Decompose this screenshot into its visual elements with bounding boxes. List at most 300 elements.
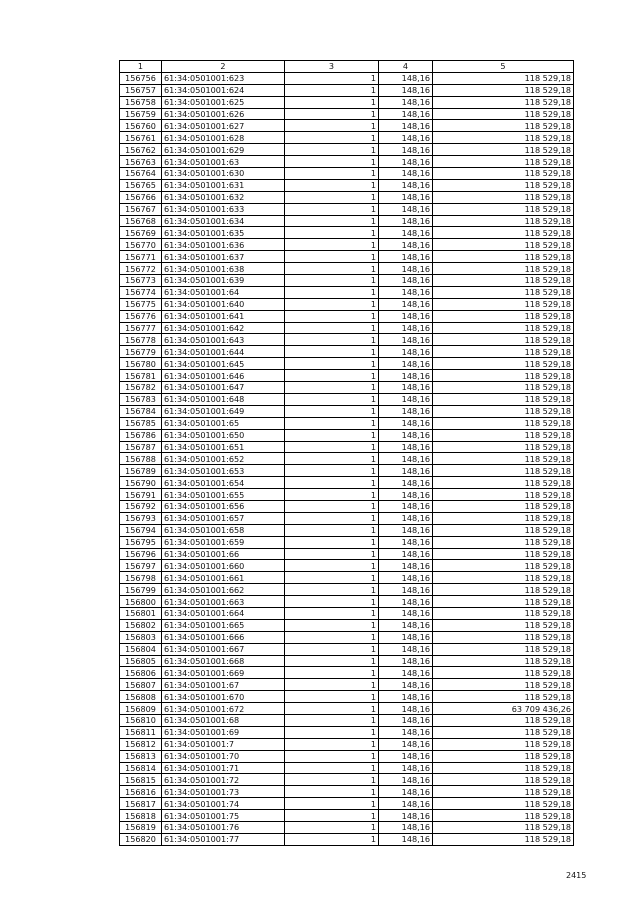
cadastral-number: 61:34:0501001:625: [162, 96, 285, 108]
cost-value: 118 529,18: [433, 619, 574, 631]
cadastral-number: 61:34:0501001:66: [162, 548, 285, 560]
area-value: 148,16: [379, 132, 433, 144]
cost-value: 118 529,18: [433, 489, 574, 501]
count-value: 1: [285, 429, 379, 441]
area-value: 148,16: [379, 227, 433, 239]
row-number: 156795: [120, 536, 162, 548]
count-value: 1: [285, 286, 379, 298]
area-value: 148,16: [379, 358, 433, 370]
table-row: [120, 762, 574, 774]
table-row: [120, 655, 574, 667]
cadastral-number: 61:34:0501001:667: [162, 643, 285, 655]
row-number: 156814: [120, 762, 162, 774]
area-value: 148,16: [379, 144, 433, 156]
cost-value: 118 529,18: [433, 72, 574, 84]
table-row: [120, 358, 574, 370]
count-value: 1: [285, 465, 379, 477]
table-row: [120, 346, 574, 358]
cadastral-number: 61:34:0501001:631: [162, 179, 285, 191]
row-number: 156761: [120, 132, 162, 144]
area-value: 148,16: [379, 393, 433, 405]
row-number: 156756: [120, 72, 162, 84]
cadastral-number: 61:34:0501001:73: [162, 786, 285, 798]
count-value: 1: [285, 489, 379, 501]
cost-value: 118 529,18: [433, 524, 574, 536]
count-value: 1: [285, 298, 379, 310]
cadastral-number: 61:34:0501001:658: [162, 524, 285, 536]
row-number: 156809: [120, 703, 162, 715]
count-value: 1: [285, 72, 379, 84]
cost-value: 118 529,18: [433, 453, 574, 465]
area-value: 148,16: [379, 168, 433, 180]
cost-value: 118 529,18: [433, 322, 574, 334]
count-value: 1: [285, 572, 379, 584]
table-row: [120, 215, 574, 227]
area-value: 148,16: [379, 465, 433, 477]
row-number: 156768: [120, 215, 162, 227]
count-value: 1: [285, 370, 379, 382]
cost-value: 118 529,18: [433, 667, 574, 679]
area-value: 148,16: [379, 108, 433, 120]
count-value: 1: [285, 703, 379, 715]
cadastral-number: 61:34:0501001:68: [162, 714, 285, 726]
cadastral-number: 61:34:0501001:74: [162, 798, 285, 810]
cost-value: 118 529,18: [433, 441, 574, 453]
column-header: 3: [285, 61, 379, 73]
cost-value: 118 529,18: [433, 726, 574, 738]
cost-value: 118 529,18: [433, 584, 574, 596]
row-number: 156793: [120, 512, 162, 524]
count-value: 1: [285, 310, 379, 322]
cost-value: 118 529,18: [433, 417, 574, 429]
cadastral-number: 61:34:0501001:643: [162, 334, 285, 346]
cost-value: 118 529,18: [433, 536, 574, 548]
cadastral-number: 61:34:0501001:630: [162, 168, 285, 180]
table-row: [120, 703, 574, 715]
row-number: 156813: [120, 750, 162, 762]
cost-value: 118 529,18: [433, 346, 574, 358]
cadastral-number: 61:34:0501001:72: [162, 774, 285, 786]
area-value: 148,16: [379, 298, 433, 310]
cadastral-number: 61:34:0501001:657: [162, 512, 285, 524]
row-number: 156760: [120, 120, 162, 132]
row-number: 156811: [120, 726, 162, 738]
cost-value: 118 529,18: [433, 370, 574, 382]
table-row: [120, 548, 574, 560]
area-value: 148,16: [379, 405, 433, 417]
table-row: [120, 298, 574, 310]
table-row: [120, 619, 574, 631]
count-value: 1: [285, 334, 379, 346]
count-value: 1: [285, 453, 379, 465]
row-number: 156812: [120, 738, 162, 750]
area-value: 148,16: [379, 762, 433, 774]
count-value: 1: [285, 132, 379, 144]
area-value: 148,16: [379, 203, 433, 215]
area-value: 148,16: [379, 703, 433, 715]
cost-value: 118 529,18: [433, 798, 574, 810]
count-value: 1: [285, 393, 379, 405]
table-row: [120, 251, 574, 263]
cost-value: 118 529,18: [433, 714, 574, 726]
table-row: [120, 72, 574, 84]
row-number: 156764: [120, 168, 162, 180]
row-number: 156807: [120, 679, 162, 691]
row-number: 156766: [120, 191, 162, 203]
cost-value: 118 529,18: [433, 215, 574, 227]
cadastral-number: 61:34:0501001:644: [162, 346, 285, 358]
count-value: 1: [285, 655, 379, 667]
cost-value: 118 529,18: [433, 286, 574, 298]
area-value: 148,16: [379, 251, 433, 263]
row-number: 156804: [120, 643, 162, 655]
count-value: 1: [285, 477, 379, 489]
cadastral-number: 61:34:0501001:635: [162, 227, 285, 239]
cost-value: 118 529,18: [433, 631, 574, 643]
area-value: 148,16: [379, 631, 433, 643]
cost-value: 118 529,18: [433, 548, 574, 560]
count-value: 1: [285, 774, 379, 786]
row-number: 156796: [120, 548, 162, 560]
table-row: [120, 275, 574, 287]
row-number: 156757: [120, 84, 162, 96]
cadastral-number: 61:34:0501001:65: [162, 417, 285, 429]
cost-value: 118 529,18: [433, 168, 574, 180]
cost-value: 118 529,18: [433, 382, 574, 394]
cost-value: 118 529,18: [433, 310, 574, 322]
row-number: 156774: [120, 286, 162, 298]
cadastral-number: 61:34:0501001:665: [162, 619, 285, 631]
row-number: 156794: [120, 524, 162, 536]
row-number: 156789: [120, 465, 162, 477]
row-number: 156801: [120, 607, 162, 619]
cost-value: 118 529,18: [433, 500, 574, 512]
area-value: 148,16: [379, 96, 433, 108]
row-number: 156759: [120, 108, 162, 120]
table-row: [120, 132, 574, 144]
table-row: [120, 191, 574, 203]
cadastral-number: 61:34:0501001:640: [162, 298, 285, 310]
cadastral-number: 61:34:0501001:76: [162, 822, 285, 834]
area-value: 148,16: [379, 310, 433, 322]
count-value: 1: [285, 762, 379, 774]
row-number: 156792: [120, 500, 162, 512]
count-value: 1: [285, 738, 379, 750]
column-header: 2: [162, 61, 285, 73]
table-row: [120, 631, 574, 643]
cost-value: 118 529,18: [433, 596, 574, 608]
cost-value: 118 529,18: [433, 762, 574, 774]
area-value: 148,16: [379, 382, 433, 394]
table-row: [120, 810, 574, 822]
area-value: 148,16: [379, 798, 433, 810]
cost-value: 118 529,18: [433, 429, 574, 441]
table-row: [120, 500, 574, 512]
count-value: 1: [285, 346, 379, 358]
area-value: 148,16: [379, 560, 433, 572]
area-value: 148,16: [379, 512, 433, 524]
table-row: [120, 750, 574, 762]
cadastral-number: 61:34:0501001:659: [162, 536, 285, 548]
table-row: [120, 263, 574, 275]
cost-value: 118 529,18: [433, 560, 574, 572]
count-value: 1: [285, 691, 379, 703]
table-row: [120, 560, 574, 572]
table-row: [120, 203, 574, 215]
cadastral-number: 61:34:0501001:634: [162, 215, 285, 227]
row-number: 156758: [120, 96, 162, 108]
cost-value: 118 529,18: [433, 512, 574, 524]
table-row: [120, 786, 574, 798]
area-value: 148,16: [379, 263, 433, 275]
table-row: [120, 417, 574, 429]
area-value: 148,16: [379, 572, 433, 584]
column-header: 1: [120, 61, 162, 73]
cost-value: 118 529,18: [433, 679, 574, 691]
count-value: 1: [285, 667, 379, 679]
table-row: [120, 465, 574, 477]
count-value: 1: [285, 786, 379, 798]
count-value: 1: [285, 84, 379, 96]
table-row: [120, 322, 574, 334]
table-row: [120, 489, 574, 501]
area-value: 148,16: [379, 774, 433, 786]
area-value: 148,16: [379, 750, 433, 762]
table-row: [120, 227, 574, 239]
cost-value: 118 529,18: [433, 465, 574, 477]
table-row: [120, 84, 574, 96]
area-value: 148,16: [379, 286, 433, 298]
area-value: 148,16: [379, 548, 433, 560]
count-value: 1: [285, 607, 379, 619]
count-value: 1: [285, 108, 379, 120]
area-value: 148,16: [379, 738, 433, 750]
cadastral-number: 61:34:0501001:669: [162, 667, 285, 679]
area-value: 148,16: [379, 275, 433, 287]
area-value: 148,16: [379, 726, 433, 738]
row-number: 156767: [120, 203, 162, 215]
row-number: 156820: [120, 833, 162, 845]
row-number: 156816: [120, 786, 162, 798]
count-value: 1: [285, 726, 379, 738]
row-number: 156771: [120, 251, 162, 263]
table-row: [120, 310, 574, 322]
row-number: 156802: [120, 619, 162, 631]
row-number: 156776: [120, 310, 162, 322]
cost-value: 118 529,18: [433, 572, 574, 584]
row-number: 156818: [120, 810, 162, 822]
table-row: [120, 774, 574, 786]
cadastral-number: 61:34:0501001:645: [162, 358, 285, 370]
cost-value: 118 529,18: [433, 108, 574, 120]
row-number: 156773: [120, 275, 162, 287]
cost-value: 118 529,18: [433, 96, 574, 108]
area-value: 148,16: [379, 239, 433, 251]
cadastral-number: 61:34:0501001:663: [162, 596, 285, 608]
area-value: 148,16: [379, 370, 433, 382]
area-value: 148,16: [379, 833, 433, 845]
cadastral-number: 61:34:0501001:662: [162, 584, 285, 596]
row-number: 156777: [120, 322, 162, 334]
area-value: 148,16: [379, 453, 433, 465]
count-value: 1: [285, 810, 379, 822]
area-value: 148,16: [379, 215, 433, 227]
cost-value: 118 529,18: [433, 334, 574, 346]
count-value: 1: [285, 536, 379, 548]
cadastral-number: 61:34:0501001:69: [162, 726, 285, 738]
count-value: 1: [285, 405, 379, 417]
row-number: 156808: [120, 691, 162, 703]
table-row: [120, 429, 574, 441]
area-value: 148,16: [379, 441, 433, 453]
count-value: 1: [285, 560, 379, 572]
row-number: 156799: [120, 584, 162, 596]
cost-value: 118 529,18: [433, 691, 574, 703]
cost-value: 118 529,18: [433, 203, 574, 215]
cost-value: 118 529,18: [433, 84, 574, 96]
count-value: 1: [285, 441, 379, 453]
cadastral-number: 61:34:0501001:653: [162, 465, 285, 477]
cadastral-number: 61:34:0501001:75: [162, 810, 285, 822]
table-row: [120, 607, 574, 619]
area-value: 148,16: [379, 489, 433, 501]
count-value: 1: [285, 239, 379, 251]
count-value: 1: [285, 679, 379, 691]
area-value: 148,16: [379, 179, 433, 191]
cadastral-number: 61:34:0501001:624: [162, 84, 285, 96]
row-number: 156781: [120, 370, 162, 382]
row-number: 156786: [120, 429, 162, 441]
row-number: 156805: [120, 655, 162, 667]
table-row: [120, 738, 574, 750]
area-value: 148,16: [379, 72, 433, 84]
row-number: 156770: [120, 239, 162, 251]
area-value: 148,16: [379, 477, 433, 489]
row-number: 156779: [120, 346, 162, 358]
area-value: 148,16: [379, 607, 433, 619]
row-number: 156806: [120, 667, 162, 679]
table-row: [120, 572, 574, 584]
count-value: 1: [285, 358, 379, 370]
cadastral-number: 61:34:0501001:646: [162, 370, 285, 382]
cost-value: 118 529,18: [433, 298, 574, 310]
cadastral-number: 61:34:0501001:655: [162, 489, 285, 501]
count-value: 1: [285, 596, 379, 608]
cadastral-number: 61:34:0501001:649: [162, 405, 285, 417]
row-number: 156765: [120, 179, 162, 191]
cost-value: 118 529,18: [433, 144, 574, 156]
cadastral-number: 61:34:0501001:628: [162, 132, 285, 144]
cadastral-number: 61:34:0501001:67: [162, 679, 285, 691]
count-value: 1: [285, 227, 379, 239]
table-row: [120, 584, 574, 596]
count-value: 1: [285, 822, 379, 834]
table-row: [120, 726, 574, 738]
count-value: 1: [285, 750, 379, 762]
cadastral-number: 61:34:0501001:7: [162, 738, 285, 750]
row-number: 156762: [120, 144, 162, 156]
table-row: [120, 596, 574, 608]
area-value: 148,16: [379, 322, 433, 334]
table-row: [120, 96, 574, 108]
count-value: 1: [285, 144, 379, 156]
row-number: 156778: [120, 334, 162, 346]
table-row: [120, 286, 574, 298]
cost-value: 118 529,18: [433, 738, 574, 750]
area-value: 148,16: [379, 691, 433, 703]
cadastral-number: 61:34:0501001:633: [162, 203, 285, 215]
cost-value: 63 709 436,26: [433, 703, 574, 715]
area-value: 148,16: [379, 84, 433, 96]
cadastral-number: 61:34:0501001:639: [162, 275, 285, 287]
table-row: [120, 679, 574, 691]
table-row: [120, 239, 574, 251]
cadastral-number: 61:34:0501001:642: [162, 322, 285, 334]
count-value: 1: [285, 500, 379, 512]
table-row: [120, 393, 574, 405]
cost-value: 118 529,18: [433, 191, 574, 203]
count-value: 1: [285, 251, 379, 263]
table-row: [120, 477, 574, 489]
column-header: 5: [433, 61, 574, 73]
area-value: 148,16: [379, 334, 433, 346]
area-value: 148,16: [379, 536, 433, 548]
cost-value: 118 529,18: [433, 750, 574, 762]
cadastral-number: 61:34:0501001:652: [162, 453, 285, 465]
area-value: 148,16: [379, 524, 433, 536]
cadastral-number: 61:34:0501001:660: [162, 560, 285, 572]
count-value: 1: [285, 120, 379, 132]
table-body: [120, 72, 574, 845]
cadastral-number: 61:34:0501001:629: [162, 144, 285, 156]
cadastral-number: 61:34:0501001:70: [162, 750, 285, 762]
count-value: 1: [285, 322, 379, 334]
count-value: 1: [285, 191, 379, 203]
cost-value: 118 529,18: [433, 179, 574, 191]
cadastral-number: 61:34:0501001:63: [162, 156, 285, 168]
area-value: 148,16: [379, 156, 433, 168]
cost-value: 118 529,18: [433, 156, 574, 168]
table-row: [120, 179, 574, 191]
row-number: 156782: [120, 382, 162, 394]
count-value: 1: [285, 215, 379, 227]
cadastral-number: 61:34:0501001:647: [162, 382, 285, 394]
table-row: [120, 512, 574, 524]
row-number: 156815: [120, 774, 162, 786]
cadastral-number: 61:34:0501001:636: [162, 239, 285, 251]
row-number: 156775: [120, 298, 162, 310]
row-number: 156798: [120, 572, 162, 584]
row-number: 156783: [120, 393, 162, 405]
cost-value: 118 529,18: [433, 263, 574, 275]
cadastral-number: 61:34:0501001:637: [162, 251, 285, 263]
cost-value: 118 529,18: [433, 393, 574, 405]
cadastral-number: 61:34:0501001:651: [162, 441, 285, 453]
cadastral-number: 61:34:0501001:650: [162, 429, 285, 441]
cadastral-number: 61:34:0501001:654: [162, 477, 285, 489]
cadastral-number: 61:34:0501001:623: [162, 72, 285, 84]
cost-value: 118 529,18: [433, 607, 574, 619]
count-value: 1: [285, 798, 379, 810]
count-value: 1: [285, 512, 379, 524]
table-row: [120, 382, 574, 394]
count-value: 1: [285, 203, 379, 215]
cost-value: 118 529,18: [433, 358, 574, 370]
cost-value: 118 529,18: [433, 833, 574, 845]
area-value: 148,16: [379, 714, 433, 726]
row-number: 156819: [120, 822, 162, 834]
row-number: 156763: [120, 156, 162, 168]
